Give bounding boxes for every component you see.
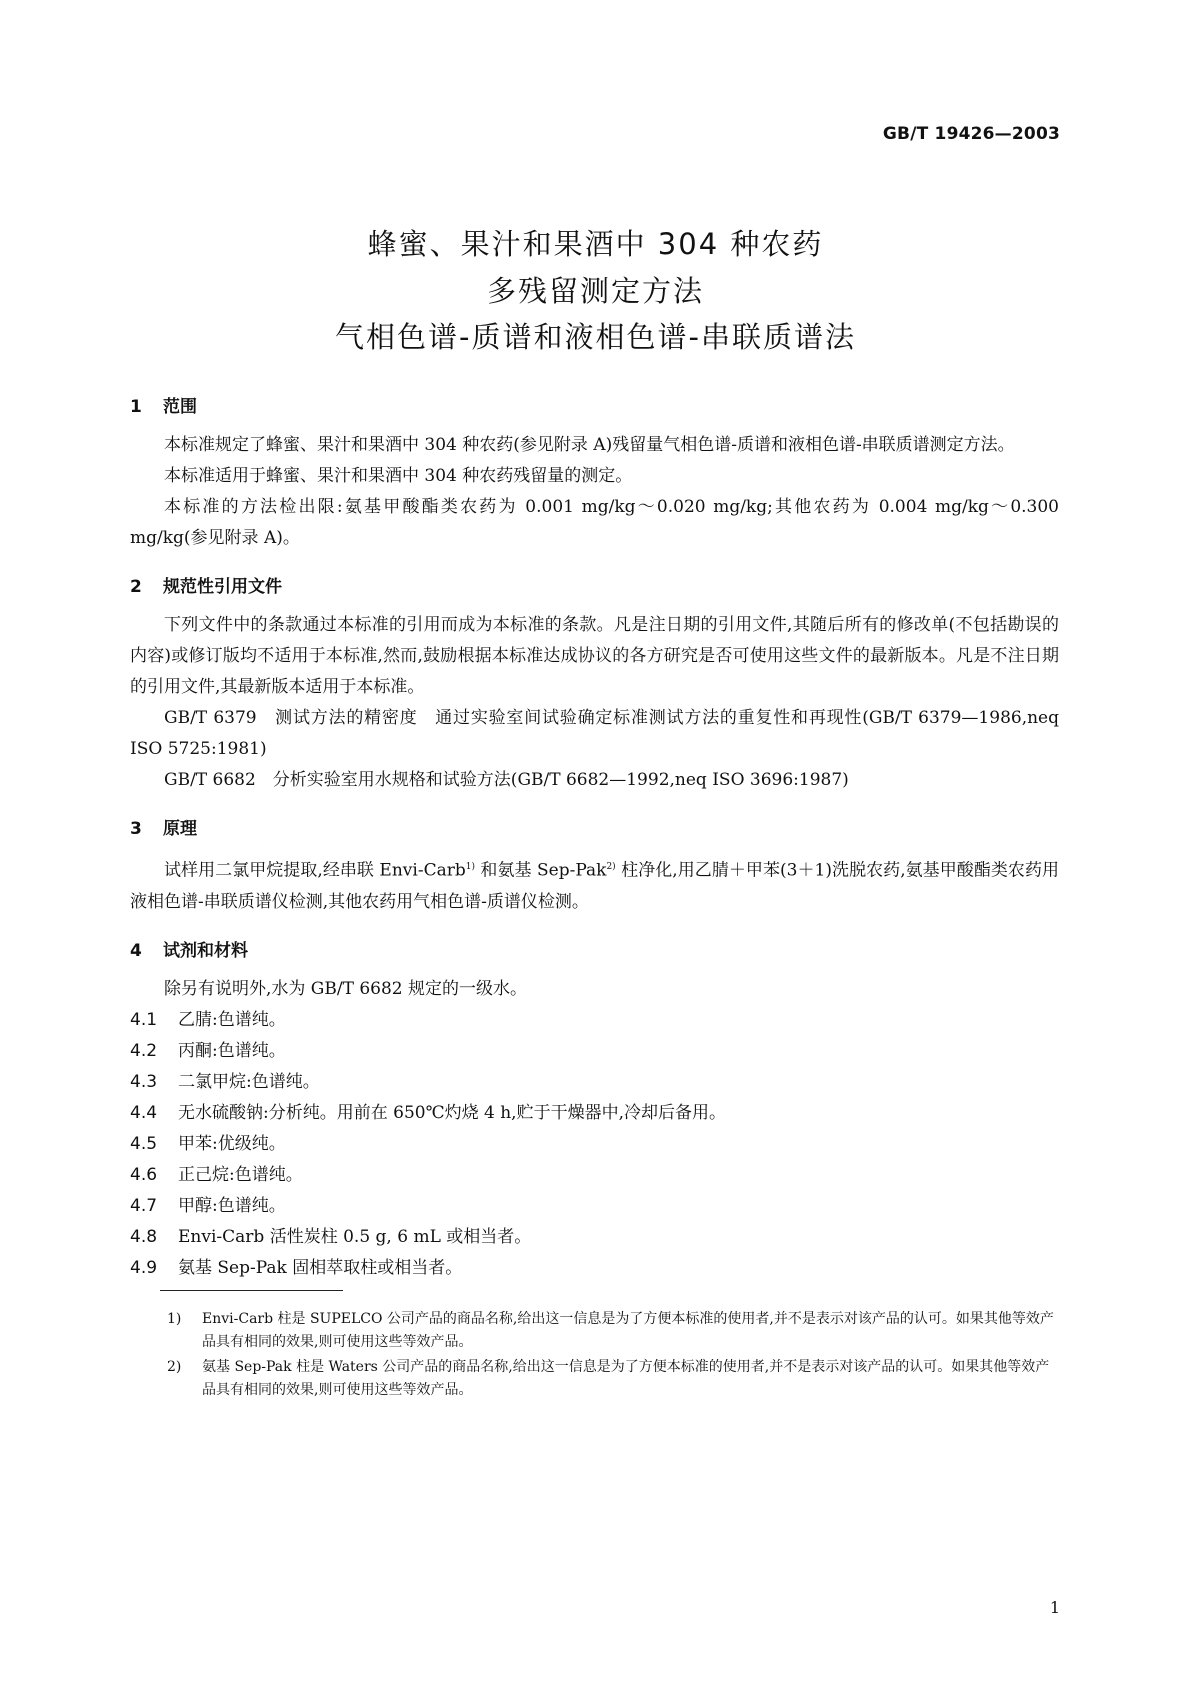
reagent-item-text: 丙酮:色谱纯。	[178, 1040, 286, 1061]
references-paragraph: 下列文件中的条款通过本标准的引用而成为本标准的条款。凡是注日期的引用文件,其随后所有的修改单(不包括勘误的内容)或修订版均不适用于本标准,然而,鼓励根据本标准达成协议的各方研究是否可使用这些文件的最新版本。凡是不注日期的引用文件,其最新版本适用于本标准。	[130, 615, 1059, 697]
footnote-text: Envi-Carb 柱是 SUPELCO 公司产品的商品名称,给出这一信息是为了方便本标准的使用者,并不是表示对该产品的认可。如果其他等效产品具有相同的效果,则可使用这些等效产品。	[202, 1311, 1054, 1350]
footnotes	[160, 1308, 1058, 1404]
reagent-item-text: 乙腈:色谱纯。	[178, 1009, 286, 1030]
section-heading-reagents: 4 试剂和材料	[130, 940, 248, 961]
reagent-item-text: Envi-Carb 活性炭柱 0.5 g, 6 mL 或相当者。	[178, 1226, 532, 1247]
reagent-item-number: 4.3	[130, 1071, 158, 1092]
footnote-mark: 1)	[167, 1311, 182, 1327]
footnote-ref-1: 1)	[465, 862, 475, 872]
footnote-mark: 2)	[167, 1359, 182, 1375]
document-title-line-2: 多残留测定方法	[486, 274, 704, 308]
scope-paragraph-2: 本标准适用于蜂蜜、果汁和果酒中 304 种农药残留量的测定。	[164, 466, 633, 486]
reagent-list	[130, 1005, 1059, 1284]
reagents-intro: 除另有说明外,水为 GB/T 6682 规定的一级水。	[164, 978, 528, 999]
footnote-text: 氨基 Sep-Pak 柱是 Waters 公司产品的商品名称,给出这一信息是为了方便本标准的使用者,并不是表示对该产品的认可。如果其他等效产品具有相同的效果,则可使用这些等效产品。	[202, 1359, 1050, 1398]
reagent-item-number: 4.6	[130, 1164, 158, 1185]
reagent-item-text: 无水硫酸钠:分析纯。用前在 650℃灼烧 4 h,贮于干燥器中,冷却后备用。	[178, 1102, 726, 1123]
reagent-item-number: 4.9	[130, 1257, 158, 1278]
footnote-divider	[160, 1290, 343, 1291]
reagent-item	[130, 1191, 1059, 1222]
footnote-ref-2: 2)	[606, 862, 616, 872]
reagent-item-text: 甲苯:优级纯。	[178, 1133, 286, 1154]
reagent-item-number: 4.4	[130, 1102, 158, 1123]
document-title-line-3: 气相色谱-质谱和液相色谱-串联质谱法	[335, 320, 856, 354]
scope-paragraph-3: 本标准的方法检出限:氨基甲酸酯类农药为 0.001 mg/kg～0.020 mg/kg;其他农药为 0.004 mg/kg～0.300 mg/kg(参见附录 A)。	[130, 497, 1059, 548]
document-body	[130, 397, 1059, 1284]
section-heading-normative-references: 2 规范性引用文件	[130, 577, 282, 597]
reagent-item-number: 4.5	[130, 1133, 158, 1154]
reagent-item-text: 甲醇:色谱纯。	[178, 1195, 286, 1216]
reagent-item	[130, 1129, 1059, 1160]
reagent-item-number: 4.1	[130, 1009, 158, 1030]
footnote	[160, 1356, 1058, 1402]
reference-gbt-6379: GB/T 6379 测试方法的精密度 通过实验室间试验确定标准测试方法的重复性和再现性(GB/T 6379—1986,neq ISO 5725:1981)	[130, 708, 1059, 759]
reagent-item-number: 4.7	[130, 1195, 158, 1216]
reagent-item	[130, 1036, 1059, 1067]
reagent-item	[130, 1160, 1059, 1191]
section-heading-principle: 3 原理	[130, 819, 197, 839]
reference-gbt-6682: GB/T 6682 分析实验室用水规格和试验方法(GB/T 6682—1992,neq ISO 3696:1987)	[164, 770, 849, 790]
document-title-line-1: 蜂蜜、果汁和果酒中 304 种农药	[367, 227, 824, 261]
reagent-item	[130, 1005, 1059, 1036]
standard-code: GB/T 19426—2003	[882, 124, 1060, 144]
scope-paragraph-1: 本标准规定了蜂蜜、果汁和果酒中 304 种农药(参见附录 A)残留量气相色谱-质谱和液相色谱-串联质谱测定方法。	[164, 435, 1015, 455]
reagent-item	[130, 1253, 1059, 1284]
reagent-item	[130, 1098, 1059, 1129]
reagent-item-number: 4.2	[130, 1040, 158, 1061]
reagent-item-text: 氨基 Sep-Pak 固相萃取柱或相当者。	[178, 1257, 463, 1278]
page-number: 1	[1049, 1598, 1060, 1617]
reagent-item-text: 二氯甲烷:色谱纯。	[178, 1071, 320, 1092]
reagent-item-text: 正己烷:色谱纯。	[178, 1164, 303, 1185]
footnote	[160, 1308, 1058, 1354]
section-heading-scope: 1 范围	[130, 397, 197, 417]
reagent-item	[130, 1222, 1059, 1253]
reagent-item-number: 4.8	[130, 1226, 158, 1247]
principle-paragraph: 试样用二氯甲烷提取,经串联 Envi-Carb$^{1)}$ 和氨基 Sep-Pak$^{2)}$ 柱净化,用乙腈＋甲苯(3＋1)洗脱农药,氨基甲酸酯类农药用液相色谱-串联质谱仪检测,其他农药用气相色谱-质谱仪检测。	[130, 860, 1059, 912]
reagent-item	[130, 1067, 1059, 1098]
